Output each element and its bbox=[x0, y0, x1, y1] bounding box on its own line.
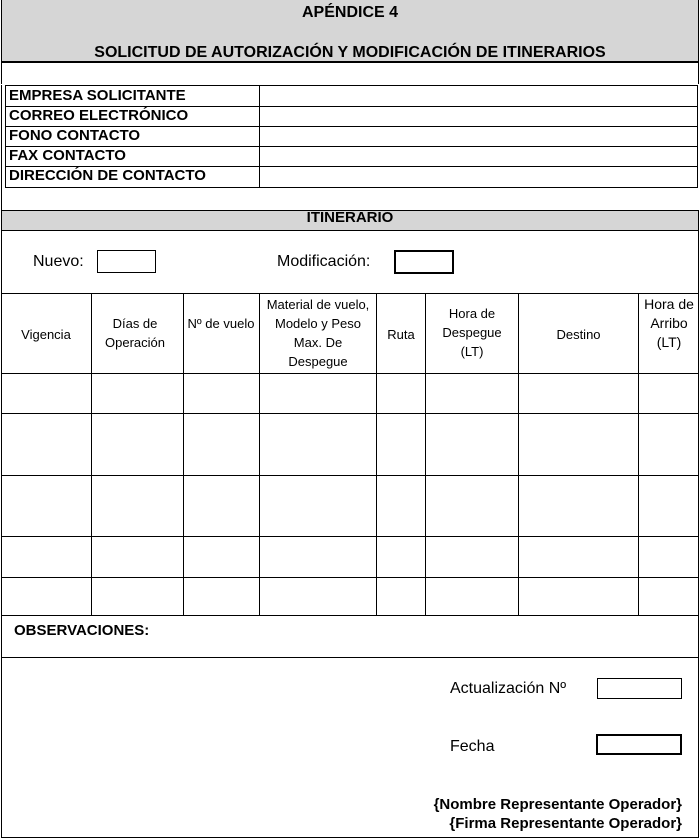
form-title: SOLICITUD DE AUTORIZACIÓN Y MODIFICACIÓN DE ITINERARIOS bbox=[94, 44, 606, 61]
phone-label: FONO CONTACTO bbox=[9, 127, 141, 144]
company-label: EMPRESA SOLICITANTE bbox=[9, 87, 186, 104]
column-header: Hora de Arribo (LT) bbox=[644, 296, 694, 350]
row-divider bbox=[1, 577, 699, 578]
column-divider bbox=[425, 294, 426, 616]
date-label: Fecha bbox=[450, 738, 495, 755]
info-row-email bbox=[6, 106, 699, 126]
info-row-phone bbox=[6, 126, 699, 146]
observations-divider bbox=[1, 657, 699, 658]
column-header: Destino bbox=[556, 327, 601, 342]
column-divider bbox=[259, 294, 260, 616]
info-row-address bbox=[6, 166, 699, 186]
fax-label: FAX CONTACTO bbox=[9, 147, 126, 164]
new-label: Nuevo: bbox=[33, 253, 84, 270]
column-header: Vigencia bbox=[21, 327, 71, 342]
representative-name: {Nombre Representante Operador} bbox=[433, 796, 682, 813]
modification-label: Modificación: bbox=[277, 253, 371, 270]
observations-label: OBSERVACIONES: bbox=[14, 622, 150, 639]
row-divider bbox=[1, 536, 699, 537]
column-header: Material de vuelo, Modelo y Peso Max. De Despegue bbox=[266, 297, 370, 369]
column-header: Nº de vuelo bbox=[187, 316, 255, 331]
representative-signature: {Firma Representante Operador} bbox=[449, 815, 682, 832]
row-divider bbox=[1, 373, 699, 374]
left-border bbox=[1, 85, 2, 210]
left-border bbox=[1, 62, 2, 84]
update-number-label: Actualización Nº bbox=[450, 680, 567, 697]
column-header: Hora de Despegue (LT) bbox=[442, 306, 502, 359]
row-divider bbox=[1, 475, 699, 476]
column-divider bbox=[183, 294, 184, 616]
row-divider bbox=[1, 413, 699, 414]
email-label: CORREO ELECTRÓNICO bbox=[9, 107, 189, 124]
applicant-info-table bbox=[5, 85, 698, 188]
itinerary-table bbox=[1, 293, 699, 616]
column-header: Ruta bbox=[387, 327, 415, 342]
new-checkbox[interactable] bbox=[97, 250, 156, 273]
appendix-title: APÉNDICE 4 bbox=[301, 4, 399, 21]
date-field[interactable] bbox=[596, 734, 682, 755]
column-header: Días de Operación bbox=[105, 316, 165, 350]
itinerary-title: ITINERARIO bbox=[306, 209, 394, 226]
header-divider bbox=[1, 62, 699, 63]
right-border bbox=[698, 62, 699, 84]
update-number-field[interactable] bbox=[597, 678, 682, 699]
info-row-company bbox=[6, 86, 699, 106]
address-label: DIRECCIÓN DE CONTACTO bbox=[9, 167, 206, 184]
modification-checkbox[interactable] bbox=[394, 250, 454, 274]
info-row-fax bbox=[6, 146, 699, 166]
column-divider bbox=[91, 294, 92, 616]
